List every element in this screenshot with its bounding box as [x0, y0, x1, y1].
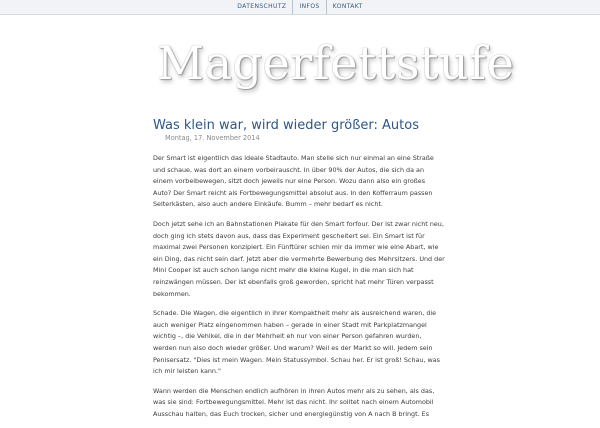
- post-paragraph: Der Smart ist eigentlich das ideale Stadtauto. Man stelle sich nur einmal an eine Straße und schaue, was dort an einem vorbeirauscht. In über 90% der Autos, die sich da an einem vorbeibewegen, sitzt doch jeweils nur eine Person. Wozu dann also ein großes Auto? Der Smart reicht als Fortbewegungsmittel absolut aus. In den Kofferraum passen Selterkästen, also auch andere Einkäufe. Bumm – mehr bedarf es nicht.: [153, 154, 434, 209]
- post-title[interactable]: Was klein war, wird wieder größer: Autos: [153, 118, 419, 133]
- post-date: Montag, 17. November 2014: [165, 134, 260, 142]
- nav-link-kontakt[interactable]: KONTAKT: [332, 3, 363, 10]
- post-paragraph: Schade. Die Wagen, die eigentlich in ihrer Kompaktheit mehr als ausreichend waren, die auch weniger Platz eingenommen haben – gerade in einer Stadt mit Parkplatzmangel wichtig –, die Vehikel, die in der Mehrheit eh nur von einer Person gefahren wurden, werden nun also doch wieder größer. Und warum? Weil es der Markt so will. Jedem sein Penisersatz. "Dies ist mein Wagen. Mein Statussymbol. Schau her. Er ist groß! Schau, was ich mir leisten kann.": [153, 309, 440, 376]
- nav-link-datenschutz[interactable]: DATENSCHUTZ: [231, 0, 293, 14]
- post-paragraph: Doch jetzt sehe ich an Bahnstationen Plakate für den Smart forfour. Der ist zwar nicht neu, doch ging ich stets davon aus, dass das Experiment gescheitert sei. Ein Smart ist für maximal zwei Personen konzipiert. Ein Fünftürer schien mir da immer wie eine Abart, wie ein Ding, das nicht sein darf. Jetzt aber die vermehrte Bewerbung des Mehrsitzers. Und der Mini Cooper ist auch schon lange nicht mehr die kleine Kugel, in die man sich hat reinzwängen müssen. Der ist ebenfalls groß geworden, spricht hat mehr Türen verpasst bekommen.: [153, 219, 445, 298]
- post-paragraph: Wann werden die Menschen endlich aufhören in ihren Autos mehr als zu sehen, als das, was sie sind: Fortbewegungsmittel. Mehr ist das nicht. Ihr solltet nach einem Automobil Ausschau halten, das Euch trocken, sicher und energiegünstig von A nach B bringt. Es: [153, 386, 435, 418]
- nav-link-infos[interactable]: INFOS: [293, 0, 326, 14]
- post-content: [153, 153, 445, 420]
- top-navigation: [0, 0, 600, 15]
- blog-post: [153, 118, 445, 428]
- site-title[interactable]: Magerfettstufe: [157, 36, 515, 90]
